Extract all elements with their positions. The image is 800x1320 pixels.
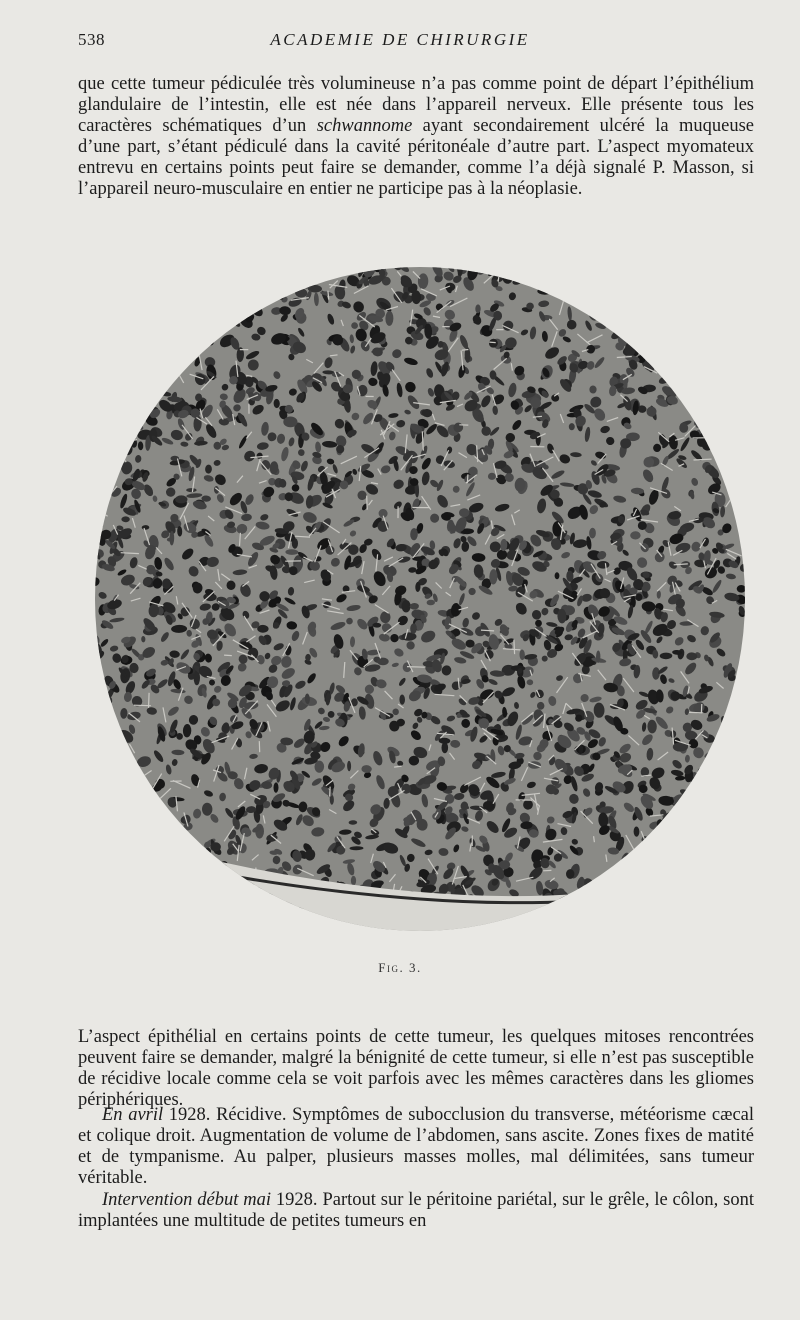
paragraph-1-before: que cette tumeur pédiculée très volumineuse n’a pas comme point de départ l’épithélium glandulaire de l’intestin, elle est née dans l’appareil nerveux. Elle présente tous les caractères schématiques d’un <box>78 74 754 136</box>
paragraph-3-text: 1928. Récidive. Symptômes de subocclusion du transverse, météorisme cæcal et colique droit. Augmentation de volume de l’abdomen, sans ascite. Zones fixes de matité et de tympanisme. Au palper, plusieurs masses molles, mal délimitées, sans tumeur véritable. <box>78 1105 755 1188</box>
paragraph-4-lead: Intervention début mai <box>102 1190 272 1210</box>
paragraph-4 <box>78 1190 754 1232</box>
page-number: 538 <box>78 30 105 49</box>
paragraph-4-text: 1928. Partout sur le péritoine pariétal, sur le grêle, le côlon, sont implantées une multitude de petites tumeurs en <box>78 1190 755 1231</box>
paragraph-1-italic: schwannome <box>316 116 413 136</box>
paragraph-2: L’aspect épithélial en certains points de cette tumeur, les quelques mitoses rencontrées peuvent faire se demander, malgré la bénignité de cette tumeur, si elle n’est pas susceptible de récidive locale comme cela se voit parfois avec les mêmes caractères dans les gliomes périphériques. <box>78 1027 754 1110</box>
figure-caption: Fig. 3. <box>378 960 422 975</box>
paragraph-3 <box>78 1105 754 1189</box>
paragraph-3-lead: En avril <box>102 1105 164 1125</box>
histology-micrograph <box>95 267 745 931</box>
paragraph-1 <box>78 74 754 200</box>
running-title: ACADEMIE DE CHIRURGIE <box>270 30 530 49</box>
paragraph-1-after: ayant secondairement ulcéré la muqueuse d’une part, s’étant pédiculé dans la cavité péritonéale d’autre part. L’aspect myomateux entrevu en certains points peut faire se demander, comme l’a déjà signalé P. Masson, si l’appareil neuro-musculaire en entier ne participe pas à la néoplasie. <box>78 116 754 199</box>
